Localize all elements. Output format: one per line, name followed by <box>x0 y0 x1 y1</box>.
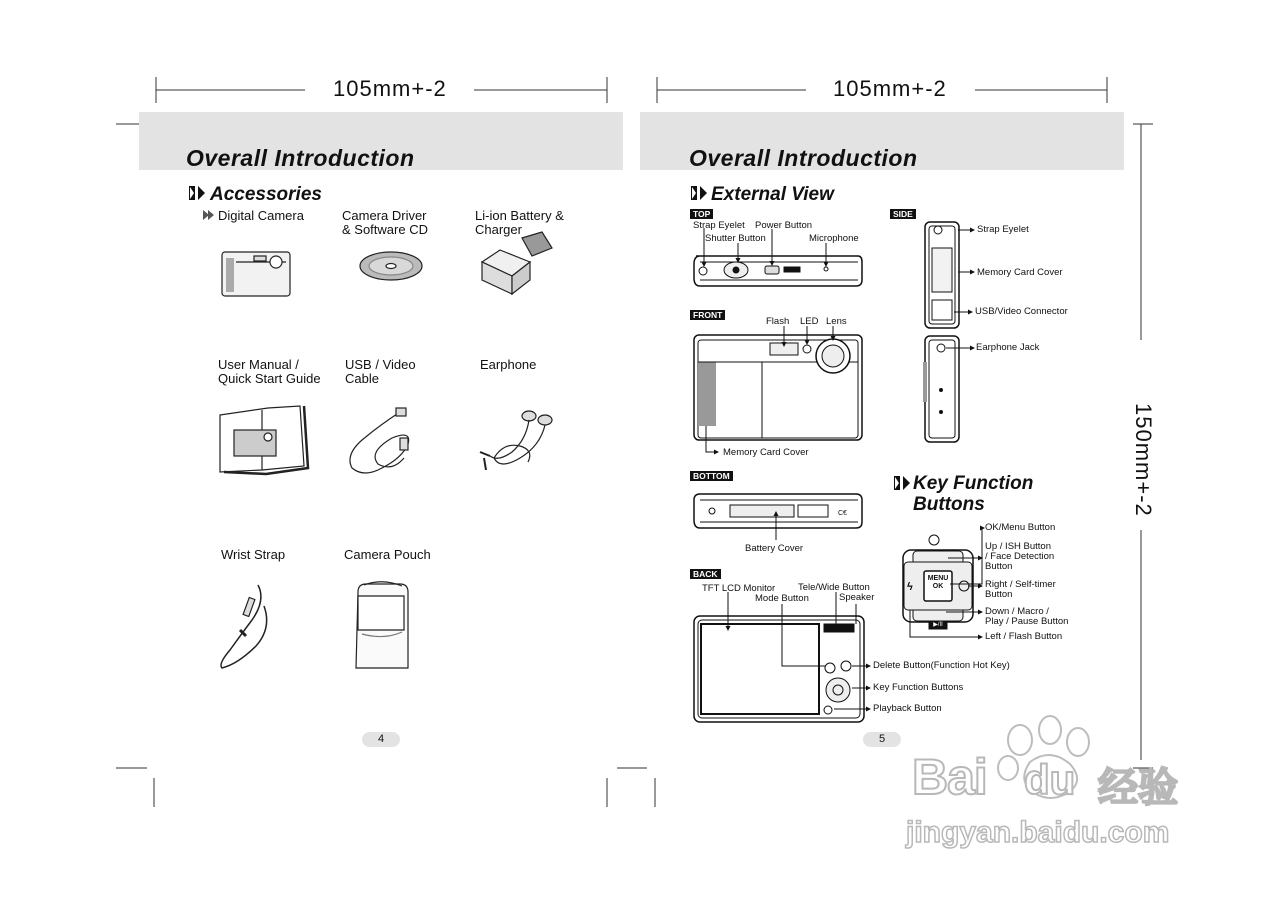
label-tft-lcd-monitor: TFT LCD Monitor <box>702 583 776 594</box>
left-width-dimension: 105mm+-2 <box>333 76 447 101</box>
watermark-brand: Bai <box>912 749 987 805</box>
camera-top-view <box>694 228 862 286</box>
label-microphone: Microphone <box>809 233 859 244</box>
watermark-brand2: du <box>1024 756 1076 803</box>
accessory-earphone-label: Earphone <box>480 357 537 372</box>
label-playback-button: Playback Button <box>873 703 942 714</box>
tag-front: FRONT <box>690 310 725 320</box>
height-dimension: 150mm+-2 <box>1131 403 1156 517</box>
label-shutter-button: Shutter Button <box>705 233 766 244</box>
tag-top: TOP <box>690 209 713 219</box>
key-function-heading: Key Function Buttons <box>913 473 1034 515</box>
tag-side: SIDE <box>890 209 916 219</box>
accessory-battery-label: Li-ion Battery & Charger <box>475 208 564 237</box>
accessories-heading: Accessories <box>210 184 322 205</box>
label-memory-card-cover-front: Memory Card Cover <box>723 447 809 458</box>
page-number-4: 4 <box>362 732 400 747</box>
accessory-pouch-label: Camera Pouch <box>344 547 431 562</box>
svg-text:C€: C€ <box>838 510 847 517</box>
label-lens: Lens <box>826 316 847 327</box>
external-view-heading: External View <box>711 184 834 205</box>
accessory-wrist-strap-label: Wrist Strap <box>221 547 286 562</box>
svg-text:ϟ: ϟ <box>907 581 913 593</box>
label-left-flash: Left / Flash Button <box>985 631 1063 642</box>
label-strap-eyelet-top: Strap Eyelet <box>693 220 745 231</box>
baidu-watermark <box>890 712 1210 862</box>
label-led: LED <box>800 316 819 327</box>
label-speaker: Speaker <box>839 592 875 603</box>
label-delete-button: Delete Button(Function Hot Key) <box>873 660 1010 671</box>
accessory-manual-label: User Manual / Quick Start Guide <box>218 357 321 386</box>
camera-back-view <box>694 592 870 722</box>
tag-back: BACK <box>690 569 721 579</box>
label-strap-eyelet-side: Strap Eyelet <box>977 224 1029 235</box>
label-ok-menu: OK/Menu Button <box>985 522 1056 533</box>
camera-side-view-left <box>923 336 974 442</box>
left-page-title: Overall Introduction <box>186 145 415 171</box>
play-pause-key: ▶/II <box>933 622 943 628</box>
label-up-ish: Up / ISH Button / Face Detection Button <box>985 541 1055 572</box>
label-mode-button: Mode Button <box>755 593 809 604</box>
watermark-url: jingyan.baidu.com <box>906 816 1170 849</box>
label-memory-card-cover-side: Memory Card Cover <box>977 267 1063 278</box>
label-earphone-jack: Earphone Jack <box>976 342 1040 353</box>
label-power-button: Power Button <box>755 220 813 231</box>
camera-side-view-right <box>925 222 974 328</box>
right-page-title: Overall Introduction <box>689 145 918 171</box>
accessory-digital-camera-label: Digital Camera <box>218 208 304 223</box>
menu-ok-key: MENU OK <box>927 575 949 590</box>
right-width-dimension: 105mm+-2 <box>833 76 947 101</box>
accessory-usb-cable-label: USB / Video Cable <box>345 357 416 386</box>
label-right-self-timer: Right / Self-timer Button <box>985 579 1056 600</box>
label-usb-video-connector: USB/Video Connector <box>975 306 1068 317</box>
label-tele-wide-button: Tele/Wide Button <box>798 582 870 593</box>
label-key-function-buttons: Key Function Buttons <box>873 682 964 693</box>
label-flash: Flash <box>766 316 790 327</box>
camera-bottom-view <box>694 494 862 540</box>
accessory-cd-label: Camera Driver & Software CD <box>342 208 428 237</box>
watermark-cn: 经验 <box>1098 766 1178 810</box>
label-down-macro: Down / Macro / Play / Pause Button <box>985 606 1069 627</box>
camera-front-view <box>694 326 862 452</box>
label-battery-cover: Battery Cover <box>745 543 804 554</box>
tag-bottom: BOTTOM <box>690 471 733 481</box>
page-number-5: 5 <box>863 732 901 747</box>
